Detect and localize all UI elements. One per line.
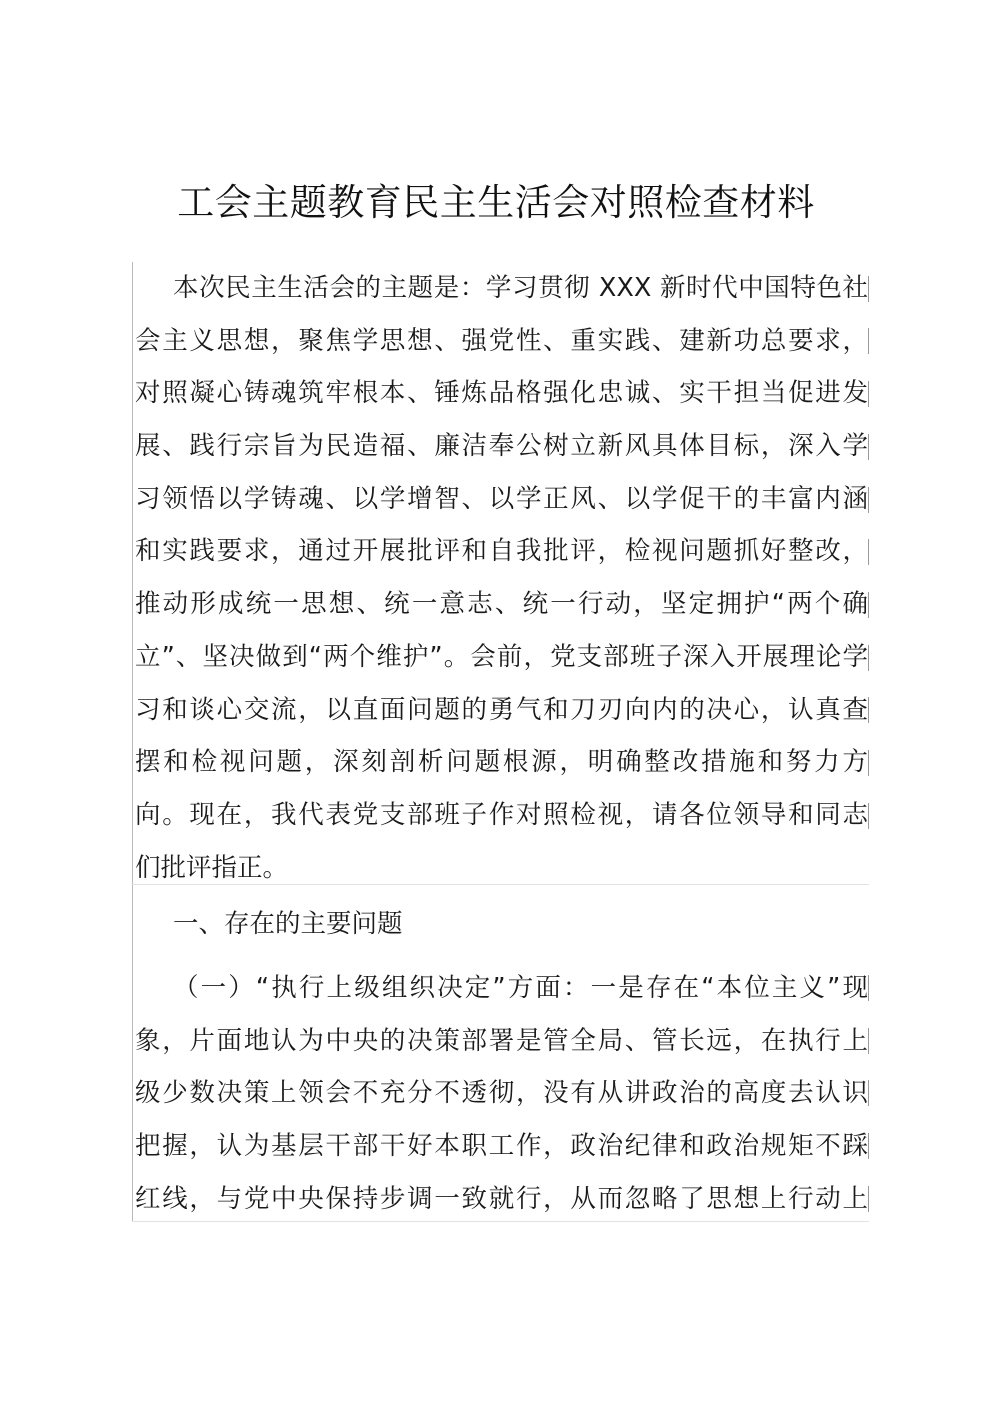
frame-tick: [868, 276, 869, 302]
paragraph-line: 会主义思想，聚焦学思想、强党性、重实践、建新功总要求，: [135, 325, 868, 356]
intro-paragraph: [135, 262, 868, 894]
frame-tick: [868, 1028, 869, 1054]
paragraph-line: 象，片面地认为中央的决策部署是管全局、管长远，在执行上: [135, 1025, 868, 1056]
frame-tick: [868, 645, 869, 671]
frame-tick: [868, 1080, 869, 1106]
paragraph-line: 展、践行宗旨为民造福、廉洁奉公树立新风具体目标，深入学: [135, 431, 868, 462]
paragraph-line: 习和谈心交流，以直面问题的勇气和刀刃向内的决心，认真查: [135, 694, 868, 725]
frame-tick: [868, 487, 869, 513]
section-heading: 一、存在的主要问题: [173, 909, 403, 939]
frame-tick: [868, 803, 869, 829]
paragraph-line: 把握，认为基层干部干好本职工作，政治纪律和政治规矩不踩: [135, 1131, 868, 1162]
paragraph-line: 习领悟以学铸魂、以学增智、以学正风、以学促干的丰富内涵: [135, 483, 868, 514]
frame-tick: [868, 1133, 869, 1159]
paragraph-line: 本次民主生活会的主题是：学习贯彻 XXX 新时代中国特色社: [173, 273, 868, 303]
frame-tick: [868, 592, 869, 618]
subsection-paragraph: [135, 962, 868, 1225]
frame-tick: [868, 539, 869, 565]
frame-tick: [868, 1186, 869, 1212]
document-title: 工会主题教育民主生活会对照检查材料: [177, 181, 815, 224]
paragraph-line: 摆和检视问题，深刻剖析问题根源，明确整改措施和努力方: [135, 747, 868, 778]
frame-tick: [868, 975, 869, 1001]
frame-tick: [868, 697, 869, 723]
frame-tick: [868, 434, 869, 460]
paragraph-line: 对照凝心铸魂筑牢根本、锤炼品格强化忠诚、实干担当促进发: [135, 378, 868, 409]
paragraph-line: 向。现在，我代表党支部班子作对照检视，请各位领导和同志: [135, 799, 868, 830]
paragraph-line: 红线，与党中央保持步调一致就行，从而忽略了思想上行动上: [135, 1183, 868, 1214]
paragraph-line: 和实践要求，通过开展批评和自我批评，检视问题抓好整改，: [135, 536, 868, 567]
paragraph-line: （一）“执行上级组织决定”方面：一是存在“本位主义”现: [173, 973, 868, 1003]
frame-tick: [868, 750, 869, 776]
paragraph-line: 级少数决策上领会不充分不透彻，没有从讲政治的高度去认识: [135, 1078, 868, 1109]
paragraph-line: 立”、坚决做到“两个维护”。会前，党支部班子深入开展理论学: [135, 641, 868, 672]
frame-tick: [868, 381, 869, 407]
paragraph-line: 推动形成统一思想、统一意志、统一行动，坚定拥护“两个确: [135, 589, 868, 620]
paragraph-line: 们批评指正。: [135, 852, 289, 883]
frame-tick: [868, 328, 869, 354]
